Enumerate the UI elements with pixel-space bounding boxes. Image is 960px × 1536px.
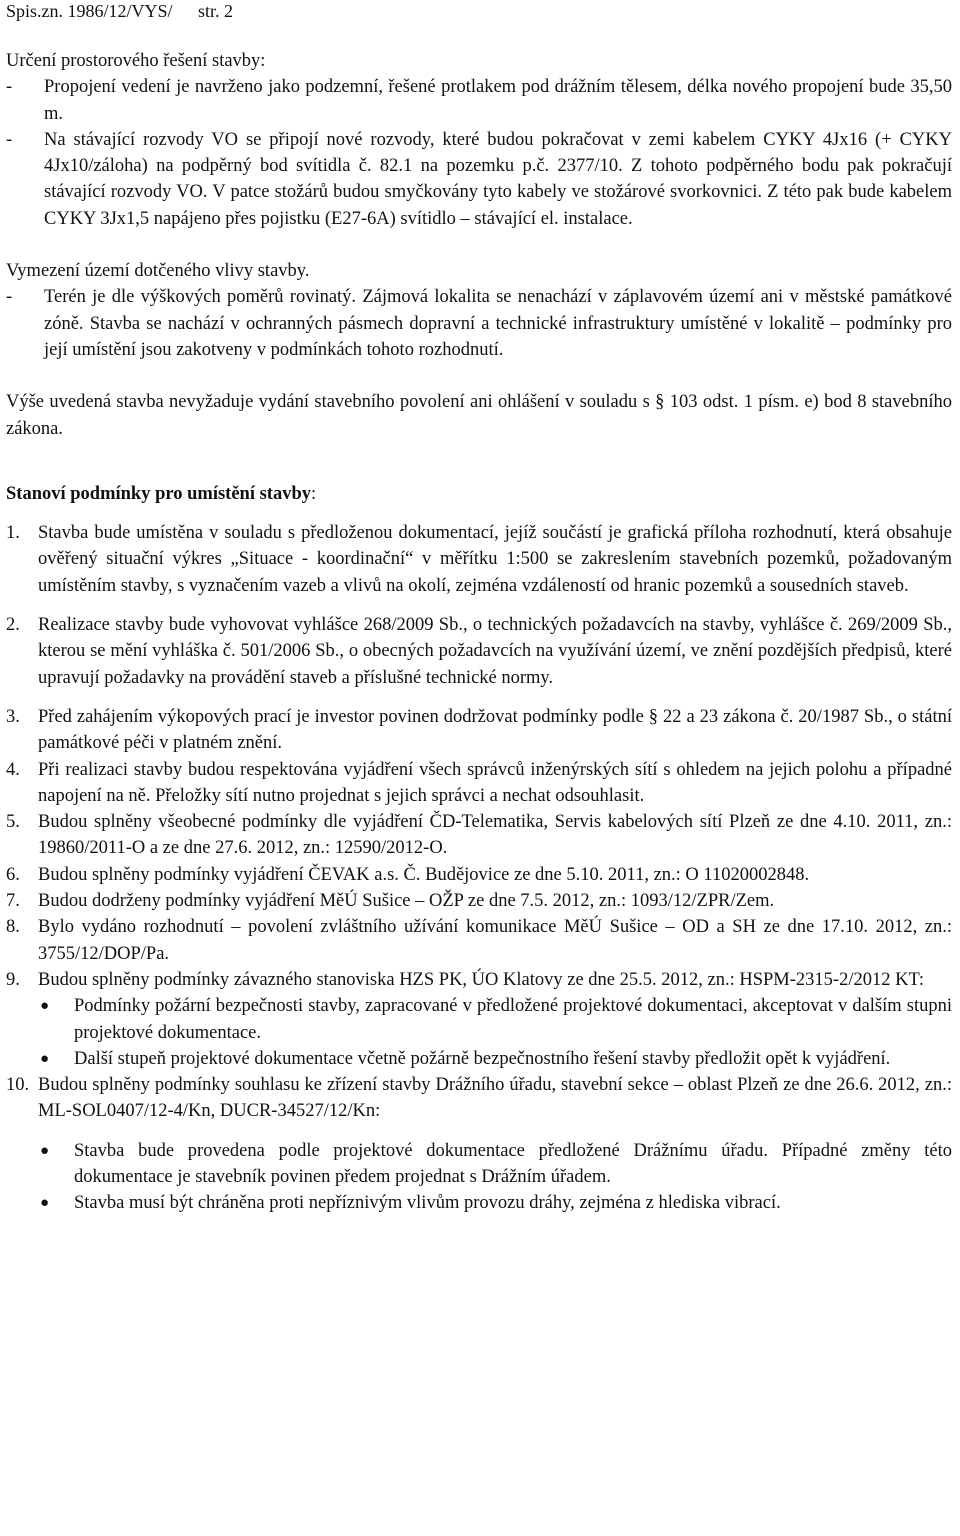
condition-8 (6, 914, 952, 967)
dash-marker: - (6, 287, 13, 308)
condition-number: 3. (6, 706, 20, 727)
condition-5 (6, 809, 952, 862)
condition-text: Budou splněny podmínky závazného stanoviska HZS PK, ÚO Klatovy ze dne 25.5. 2012, zn.: HSPM-2315-2/2012 KT: (38, 969, 924, 990)
dash-marker: - (6, 77, 13, 98)
condition-text: Budou splněny podmínky vyjádření ČEVAK a.s. Č. Budějovice ze dne 5.10. 2011, zn.: O 11020002848. (38, 864, 810, 885)
influence-title: Vymezení území dotčeného vlivy stavby. (6, 261, 310, 282)
condition-10-bullet-1 (40, 1138, 952, 1191)
bullet-marker: ● (40, 998, 50, 1015)
conditions-title: Stanoví podmínky pro umístění stavby (6, 483, 311, 504)
condition-text: Budou dodrženy podmínky vyjádření MěÚ Sušice – OŽP ze dne 7.5. 2012, zn.: 1093/12/ZPR/Zem. (38, 891, 775, 912)
condition-text: Při realizaci stavby budou respektována vyjádření všech správců inženýrských sítí s ohledem na jejich polohu a případné napojení na ně. Přeložky sítí nutno projednat s jejich správci a nechat odsouhlasit. (38, 759, 952, 806)
solution-title: Určení prostorového řešení stavby: (6, 51, 266, 71)
condition-number: 8. (6, 917, 20, 938)
influence-item (6, 284, 952, 363)
condition-1 (6, 520, 952, 599)
condition-number: 1. (6, 523, 20, 544)
conditions-title-colon: : (311, 483, 317, 504)
bullet-marker: ● (40, 1195, 50, 1212)
dash-marker: - (6, 129, 13, 150)
condition-text: Budou splněny všeobecné podmínky dle vyjádření ČD-Telematika, Servis kabelových sítí Plzeň ze dne 4.10. 2011, zn.: 19860/2011-O a ze dne 27.6. 2012, zn.: 12590/2012-O. (38, 812, 952, 859)
solution-item-text: Na stávající rozvody VO se připojí nové rozvody, které budou pokračovat v zemi kabelem CYKY 4Jx16 (+ CYKY 4Jx10/záloha) na podpěrný bod svítidla č. 82.1 na pozemku p.č. 2377/10. Z tohoto podpěrného bodu pak pokračují stávající rozvody VO. V patce stožárů budou smyčkovány tyto kabely ve stožárové svorkovnici. Z této pak bude kabelem CYKY 3Jx1,5 napájeno přes pojistku (E27-6A) svítidlo – stávající el. instalace. (44, 129, 952, 229)
condition-3 (6, 704, 952, 757)
solution-item-2 (6, 127, 952, 232)
condition-number: 5. (6, 812, 20, 833)
solution-item-text: Propojení vedení je navrženo jako podzemní, řešené protlakem pod drážním tělesem, délka nového propojení bude 35,50 m. (44, 77, 952, 124)
condition-number: 10. (6, 1075, 30, 1096)
bullet-marker: ● (40, 1142, 50, 1159)
condition-9-bullet-2 (40, 1046, 952, 1072)
condition-text: Realizace stavby bude vyhovovat vyhlášce 268/2009 Sb., o technických požadavcích na stavby, vyhlášce č. 269/2009 Sb., kterou se mění vyhláška č. 501/2006 Sb., o obecných požadavcích na využívání území, ve znění pozdějších předpisů, které upravují požadavky na provádění staveb a příslušné technické normy. (38, 615, 952, 688)
condition-6 (6, 862, 952, 888)
page-header (6, 0, 952, 22)
condition-text: Před zahájením výkopových prací je investor povinen dodržovat podmínky podle § 22 a 23 zákona č. 20/1987 Sb., o státní památkové péči v platném znění. (38, 706, 952, 754)
condition-10 (6, 1072, 952, 1125)
condition-number: 7. (6, 891, 20, 912)
bullet-text: Další stupeň projektové dokumentace včetně požárně bezpečnostního řešení stavby předložit opět k vyjádření. (74, 1048, 891, 1069)
page-number: str. 2 (198, 1, 234, 21)
permit-note: Výše uvedená stavba nevyžaduje vydání stavebního povolení ani ohlášení v souladu s § 103 odst. 1 písm. e) bod 8 stavebního zákona. (6, 392, 952, 439)
bullet-text: Podmínky požární bezpečnosti stavby, zapracované v předložené projektové dokumentaci, akceptovat v dalším stupni projektové dokumentace. (74, 996, 952, 1043)
condition-2 (6, 612, 952, 691)
condition-text: Stavba bude umístěna v souladu s předloženou dokumentací, jejíž součástí je grafická příloha rozhodnutí, která obsahuje ověřený situační výkres „Situace - koordinační“ v měřítku 1:500 se zakreslením stavebních pozemků, požadovaným umístěním stavby, s vyznačením vazeb a vlivů na okolí, zejména vzdáleností od hranic pozemků a sousedních staveb. (38, 523, 952, 596)
solution-item-1 (6, 74, 952, 127)
condition-9 (6, 967, 952, 993)
condition-number: 4. (6, 759, 20, 780)
bullet-text: Stavba musí být chráněna proti nepříznivým vlivům provozu dráhy, zejména z hlediska vibrací. (74, 1193, 781, 1214)
condition-text: Bylo vydáno rozhodnutí – povolení zvláštního užívání komunikace MěÚ Sušice – OD a SH ze dne 17.10. 2012, zn.: 3755/12/DOP/Pa. (38, 917, 952, 964)
condition-10-bullet-2 (40, 1190, 952, 1216)
condition-number: 2. (6, 615, 20, 636)
bullet-text: Stavba bude provedena podle projektové dokumentace předložené Drážnímu úřadu. Případné změny této dokumentace je stavebník povinen předem projednat s Drážním úřadem. (74, 1140, 952, 1187)
condition-text: Budou splněny podmínky souhlasu ke zřízení stavby Drážního úřadu, stavební sekce – oblast Plzeň ze dne 26.6. 2012, zn.: ML-SOL0407/12-4/Kn, DUCR-34527/12/Kn: (38, 1075, 952, 1122)
condition-number: 9. (6, 969, 20, 990)
influence-item-text: Terén je dle výškových poměrů rovinatý. Zájmová lokalita se nenachází v záplavovém území ani v městské památkové zóně. Stavba se nachází v ochranných pásmech dopravní a technické infrastruktury umístěné v lokalitě – podmínky pro její umístění jsou zakotveny v podmínkách tohoto rozhodnutí. (44, 287, 952, 360)
bullet-marker: ● (40, 1050, 50, 1067)
conditions-title-line (6, 481, 952, 507)
condition-4 (6, 757, 952, 810)
condition-number: 6. (6, 864, 20, 885)
file-reference: Spis.zn. 1986/12/VYS/ (6, 1, 173, 21)
condition-7 (6, 888, 952, 914)
condition-9-bullet-1 (40, 993, 952, 1046)
